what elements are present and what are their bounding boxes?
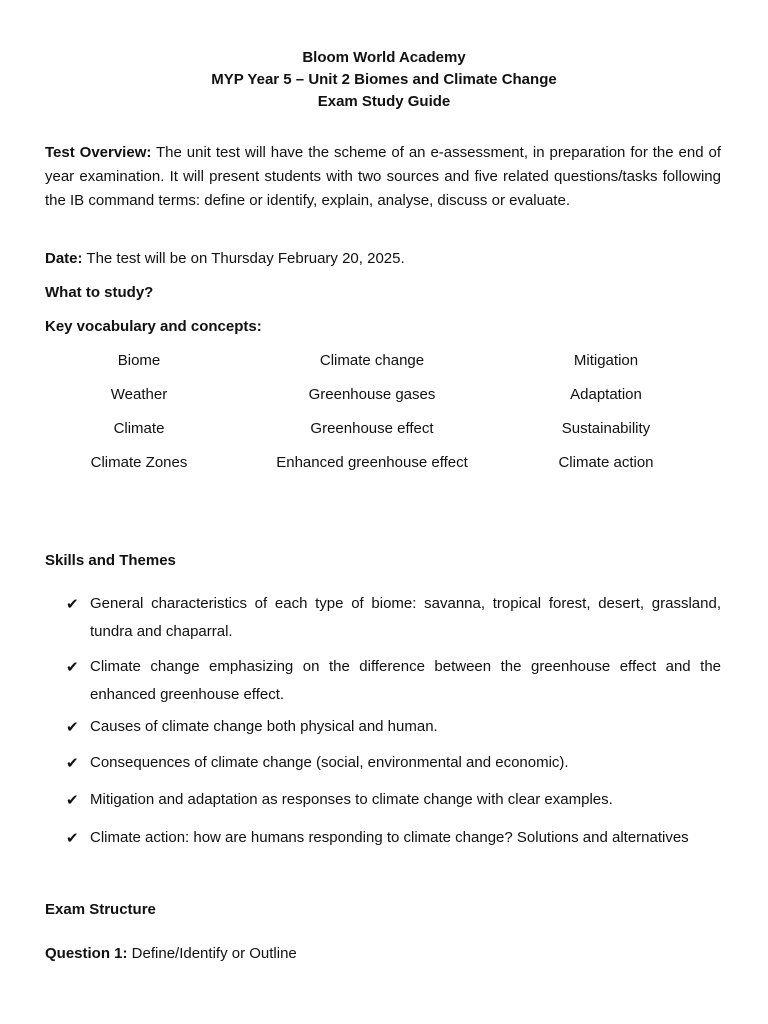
vocabulary-term: Climate bbox=[113, 420, 165, 437]
question-1-line bbox=[45, 944, 721, 964]
vocabulary-table bbox=[0, 350, 768, 486]
guide-title: Exam Study Guide bbox=[317, 93, 451, 110]
question-1-label: Question 1: bbox=[45, 945, 128, 962]
checkmark-icon: ✔ bbox=[66, 829, 79, 847]
vocabulary-term: Weather bbox=[110, 386, 168, 403]
school-name: Bloom World Academy bbox=[302, 49, 466, 66]
vocabulary-row bbox=[0, 350, 768, 384]
date-label: Date: bbox=[45, 250, 83, 267]
document-header bbox=[0, 47, 768, 113]
checklist-item bbox=[66, 590, 721, 646]
test-overview-text: The unit test will have the scheme of an e-assessment, in preparation for the end of year examination. It will present students with two sources and five related questions/tasks following the IB command terms: define or identify, explain, analyse, discuss or evaluate. bbox=[45, 144, 721, 209]
vocabulary-term: Climate Zones bbox=[90, 454, 188, 471]
key-vocabulary-heading: Key vocabulary and concepts: bbox=[45, 318, 262, 335]
checklist-item bbox=[66, 749, 721, 777]
checkmark-icon: ✔ bbox=[66, 754, 79, 772]
exam-structure-heading: Exam Structure bbox=[45, 901, 156, 918]
vocabulary-row bbox=[0, 384, 768, 418]
what-to-study-heading: What to study? bbox=[45, 284, 154, 301]
checklist-item-text: Consequences of climate change (social, environmental and economic). bbox=[90, 754, 569, 771]
checklist-item bbox=[66, 653, 721, 709]
vocabulary-term: Climate action bbox=[558, 454, 654, 471]
date-text: The test will be on Thursday February 20, 2025. bbox=[82, 250, 405, 267]
unit-title: MYP Year 5 – Unit 2 Biomes and Climate Change bbox=[211, 71, 557, 88]
checklist-item-text: Climate change emphasizing on the difference between the greenhouse effect and the enhanced greenhouse effect. bbox=[90, 658, 721, 703]
checklist-item-text: Mitigation and adaptation as responses to climate change with clear examples. bbox=[90, 791, 613, 808]
vocabulary-term: Climate change bbox=[319, 352, 425, 369]
checklist-item bbox=[66, 824, 721, 852]
vocabulary-term: Enhanced greenhouse effect bbox=[276, 454, 468, 471]
checklist-item bbox=[66, 713, 721, 741]
test-overview-label: Test Overview: bbox=[45, 144, 152, 161]
checkmark-icon: ✔ bbox=[66, 595, 79, 613]
vocabulary-term: Sustainability bbox=[561, 420, 651, 437]
checkmark-icon: ✔ bbox=[66, 658, 79, 676]
checkmark-icon: ✔ bbox=[66, 791, 79, 809]
checklist-item-text: General characteristics of each type of biome: savanna, tropical forest, desert, grassland, tundra and chaparral. bbox=[90, 595, 721, 640]
vocabulary-term: Biome bbox=[117, 352, 161, 369]
checklist-item-text: Climate action: how are humans responding to climate change? Solutions and alternatives bbox=[90, 829, 689, 846]
checklist-item-text: Causes of climate change both physical and human. bbox=[90, 718, 438, 735]
vocabulary-term: Greenhouse gases bbox=[308, 386, 436, 403]
vocabulary-term: Greenhouse effect bbox=[310, 420, 434, 437]
skills-themes-heading: Skills and Themes bbox=[45, 552, 176, 569]
date-line bbox=[45, 249, 721, 269]
vocabulary-row bbox=[0, 418, 768, 452]
test-overview-paragraph bbox=[45, 141, 721, 213]
checklist-item bbox=[66, 786, 721, 814]
question-1-text: Define/Identify or Outline bbox=[127, 945, 297, 962]
vocabulary-term: Mitigation bbox=[573, 352, 639, 369]
vocabulary-term: Adaptation bbox=[570, 386, 642, 403]
vocabulary-row bbox=[0, 452, 768, 486]
checkmark-icon: ✔ bbox=[66, 718, 79, 736]
